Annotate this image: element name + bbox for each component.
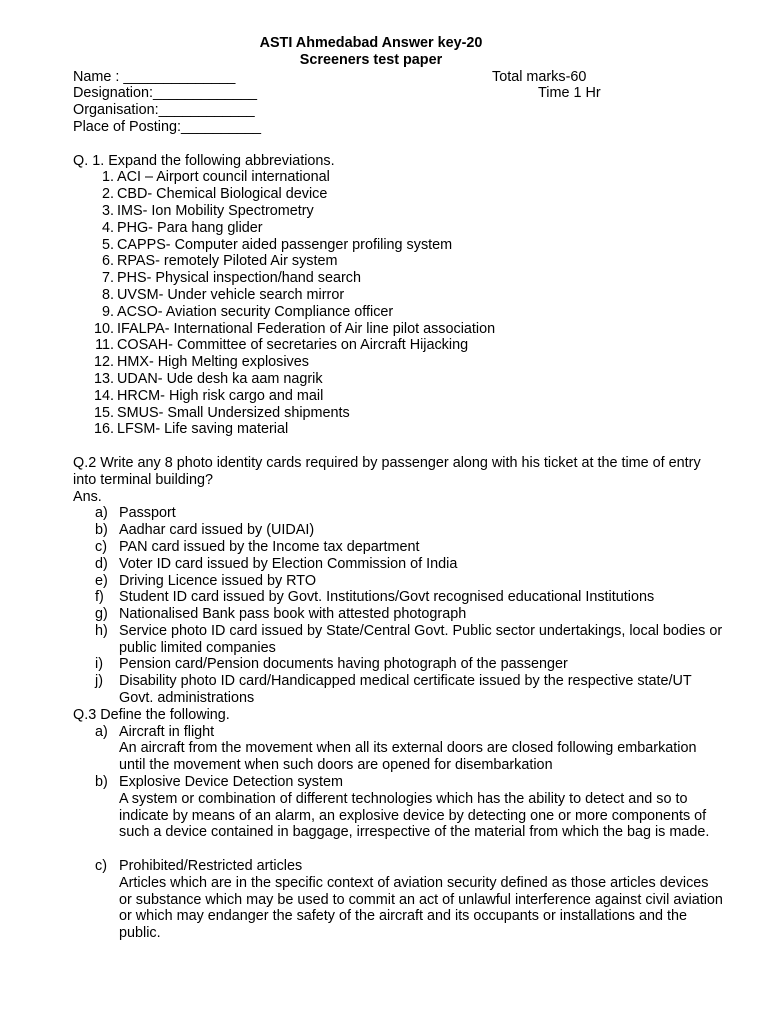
question-3: Q.3 Define the following. bbox=[73, 706, 230, 723]
definition-term: Explosive Device Detection system bbox=[119, 774, 343, 791]
posting-field: Place of Posting:__________ bbox=[73, 118, 262, 135]
document-page bbox=[73, 35, 723, 942]
definition-term: Aircraft in flight bbox=[119, 723, 215, 740]
definition-b: b) Explosive Device Detection system bbox=[73, 774, 723, 791]
list-item: 11. COSAH- Committee of secretaries on Aircraft Hijacking bbox=[95, 337, 469, 354]
list-item: h) Service photo ID card issued by State/Central Govt. Public sector undertakings, local bodies or public limited companies bbox=[95, 622, 723, 656]
list-item: 6. RPAS- remotely Piloted Air system bbox=[101, 253, 338, 270]
list-item: g) Nationalised Bank pass book with attested photograph bbox=[95, 606, 467, 623]
list-item: 1. ACI – Airport council international bbox=[101, 169, 330, 186]
definition-text: Articles which are in the specific context of aviation security defined as those articles devices or substance which may be used to commit an act of unlawful interference against civil aviation or which may endanger the safety of the aircraft and its occupants or installations and the public. bbox=[119, 874, 723, 942]
list-item: i) Pension card/Pension documents having photograph of the passenger bbox=[95, 656, 568, 673]
time-limit: Time 1 Hr bbox=[538, 85, 601, 102]
list-item: 3. IMS- Ion Mobility Spectrometry bbox=[101, 202, 314, 219]
list-item: 5. CAPPS- Computer aided passenger profiling system bbox=[101, 236, 453, 253]
list-item: 16. LFSM- Life saving material bbox=[93, 421, 289, 438]
designation-field: Designation:_____________ bbox=[73, 85, 258, 102]
definition-c: c) Prohibited/Restricted articles bbox=[73, 858, 723, 875]
list-item: 12. HMX- High Melting explosives bbox=[93, 354, 309, 371]
list-item: j) Disability photo ID card/Handicapped medical certificate issued by the respective state/UT Govt. administrations bbox=[95, 673, 692, 707]
header-row-designation bbox=[73, 85, 723, 102]
list-item: 7. PHS- Physical inspection/hand search bbox=[101, 270, 361, 287]
question-1: Q. 1. Expand the following abbreviations. bbox=[73, 152, 335, 169]
list-item: b) Aadhar card issued by (UIDAI) bbox=[95, 522, 315, 539]
list-item: 14. HRCM- High risk cargo and mail bbox=[93, 387, 324, 404]
organisation-field: Organisation:____________ bbox=[73, 102, 255, 119]
list-item: d) Voter ID card issued by Election Commission of India bbox=[95, 555, 458, 572]
document-subtitle: Screeners test paper bbox=[299, 51, 443, 68]
list-item: 4. PHG- Para hang glider bbox=[101, 219, 263, 236]
list-item: c) PAN card issued by the Income tax department bbox=[95, 538, 420, 555]
total-marks: Total marks-60 bbox=[492, 68, 587, 85]
definition-text: An aircraft from the movement when all its external doors are closed following embarkation until the movement when such doors are opened for disembarkation bbox=[119, 740, 697, 774]
id-card-list bbox=[73, 505, 723, 707]
list-item: 9. ACSO- Aviation security Compliance officer bbox=[101, 303, 394, 320]
answer-label: Ans. bbox=[73, 488, 102, 505]
name-field: Name : ______________ bbox=[73, 68, 236, 85]
list-item: 2. CBD- Chemical Biological device bbox=[101, 186, 328, 203]
definition-a: a) Aircraft in flight bbox=[73, 724, 723, 741]
list-item: a) Passport bbox=[95, 505, 176, 522]
header-row-name bbox=[73, 69, 723, 86]
list-item: 13. UDAN- Ude desh ka aam nagrik bbox=[93, 370, 323, 387]
list-item: f) Student ID card issued by Govt. Institutions/Govt recognised educational Institutions bbox=[95, 589, 655, 606]
abbreviation-list bbox=[73, 169, 723, 438]
list-item: 8. UVSM- Under vehicle search mirror bbox=[101, 286, 345, 303]
list-item: e) Driving Licence issued by RTO bbox=[95, 572, 317, 589]
list-item: 15. SMUS- Small Undersized shipments bbox=[93, 404, 350, 421]
document-title: ASTI Ahmedabad Answer key-20 bbox=[259, 35, 483, 51]
definition-text: A system or combination of different technologies which has the ability to detect and so to indicate by means of an alarm, an explosive device by detecting one or more components of such a device contained in baggage, irrespective of the material from which the bag is made. bbox=[119, 790, 710, 841]
definition-term: Prohibited/Restricted articles bbox=[119, 858, 303, 875]
list-item: 10. IFALPA- International Federation of Air line pilot association bbox=[93, 320, 496, 337]
question-2: Q.2 Write any 8 photo identity cards required by passenger along with his ticket at the time of entry into terminal building? bbox=[73, 454, 701, 488]
